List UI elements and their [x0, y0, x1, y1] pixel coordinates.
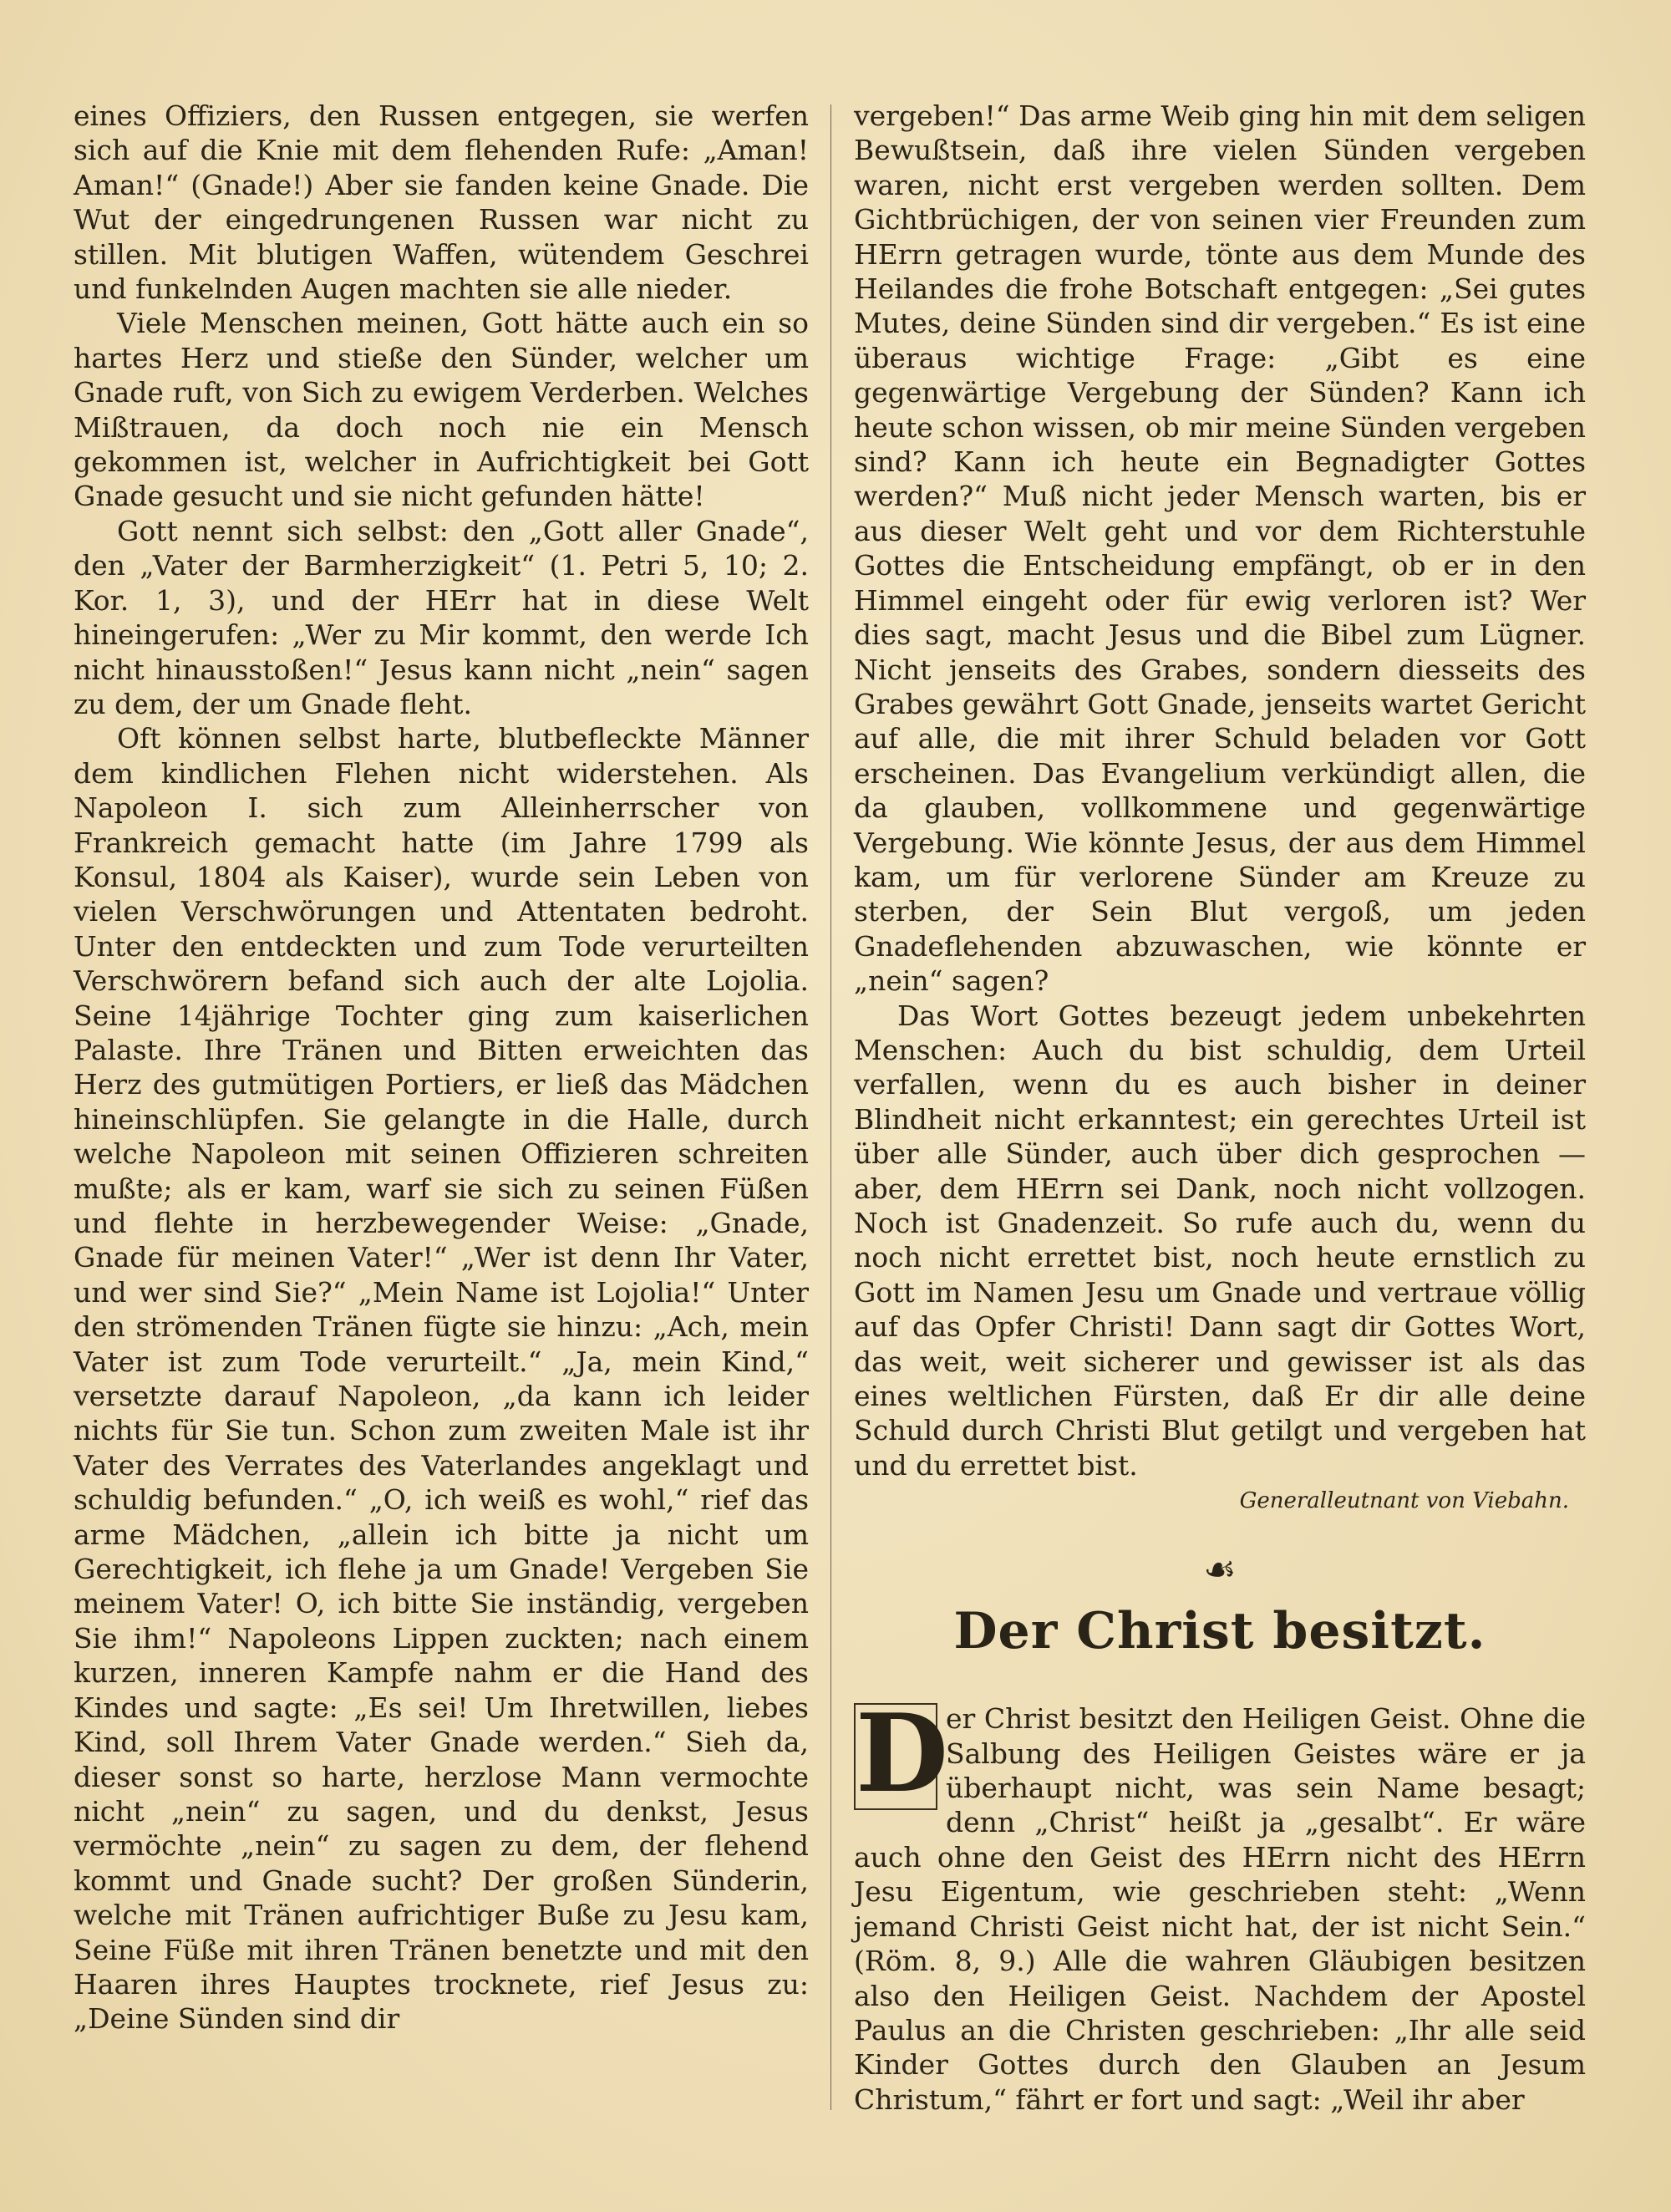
left-paragraph-3: Gott nennt sich selbst: den „Gott aller Gnade“, den „Vater der Barmherzigkeit“ (1. Petri 5, 10; 2. Kor. 1, 3), und der HErr hat in diese Welt hineingerufen: „Wer zu Mir kommt, den werde Ich nicht hinausstoßen!“ Jesus kann nicht „nein“ sagen zu dem, der um Gnade fleht. [74, 514, 809, 720]
right-paragraph-2: Das Wort Gottes bezeugt jedem unbekehrten Menschen: Auch du bist schuldig, dem Urteil verfallen, wenn du es auch bisher in deiner Blindheit nicht erkanntest; ein gerechtes Urteil ist über alle Sünder, auch über dich gesprochen — aber, dem HErrn sei Dank, noch nicht vollzogen. Noch ist Gnadenzeit. So rufe auch du, wenn du noch nicht errettet bist, noch heute ernstlich zu Gott im Namen Jesu um Gnade und vertraue völlig auf das Opfer Christi! Dann sagt dir Gottes Wort, das weit, weit sicherer und gewisser ist als das eines weltlichen Fürsten, daß Er dir alle deine Schuld durch Christi Blut getilgt und vergeben hat und du errettet bist. [854, 999, 1586, 1482]
right-column [854, 99, 1586, 2117]
section-paragraph [854, 1691, 1586, 2117]
left-paragraph-2: Viele Menschen meinen, Gott hätte auch ein so hartes Herz und stieße den Sünder, welcher um Gnade ruft, von Sich zu ewigem Verderben. Welches Mißtrauen, da doch noch nie ein Mensch gekommen ist, welcher in Aufrichtigkeit bei Gott Gnade gesucht und sie nicht gefunden hätte! [74, 307, 809, 513]
right-paragraph-1: vergeben!“ Das arme Weib ging hin mit dem seligen Bewußtsein, daß ihre vielen Sünden vergeben waren, nicht erst vergeben werden sollten. Dem Gichtbrüchigen, der von seinen vier Freunden zum HErrn getragen wurde, tönte aus dem Munde des Heilandes die frohe Botschaft entgegen: „Sei gutes Mutes, deine Sünden sind dir vergeben.“ Es ist eine überaus wichtige Frage: „Gibt es eine gegenwärtige Vergebung der Sünden? Kann ich heute schon wissen, ob mir meine Sünden vergeben sind? Kann ich heute ein Begnadigter Gottes werden?“ Muß nicht jeder Mensch warten, bis er aus dieser Welt geht und vor dem Richterstuhle Gottes die Entscheidung empfängt, ob er in den Himmel eingeht oder für ewig verloren ist? Wer dies sagt, macht Jesus und die Bibel zum Lügner. Nicht jenseits des Grabes, sondern diesseits des Grabes gewährt Gott Gnade, jenseits wartet Gericht auf alle, die mit ihrer Schuld beladen vor Gott erscheinen. Das Evangelium verkündigt allen, die da glauben, vollkommene und gegenwärtige Vergebung. Wie könnte Jesus, der aus dem Himmel kam, um für verlorene Sünder am Kreuze zu sterben, der Sein Blut vergoß, um jeden Gnadeflehenden abzuwaschen, wie könnte er „nein“ sagen? [854, 99, 1586, 998]
left-paragraph-4: Oft können selbst harte, blutbefleckte Männer dem kindlichen Flehen nicht widerstehen. Als Napoleon I. sich zum Alleinherrscher von Frankreich gemacht hatte (im Jahre 1799 als Konsul, 1804 als Kaiser), wurde sein Leben von vielen Verschwörungen und Attentaten bedroht. Unter den entdeckten und zum Tode verurteilten Verschwörern befand sich auch der alte Lojolia. Seine 14jährige Tochter ging zum kaiserlichen Palaste. Ihre Tränen und Bitten erweichten das Herz des gutmütigen Portiers, er ließ das Mädchen hineinschlüpfen. Sie gelangte in die Halle, durch welche Napoleon mit seinen Offizieren schreiten mußte; als er kam, warf sie sich zu seinen Füßen und flehte in herzbewegender Weise: „Gnade, Gnade für meinen Vater!“ „Wer ist denn Ihr Vater, und wer sind Sie?“ „Mein Name ist Lojolia!“ Unter den strömenden Tränen fügte sie hinzu: „Ach, mein Vater ist zum Tode verurteilt.“ „Ja, mein Kind,“ versetzte darauf Napoleon, „da kann ich leider nichts für Sie tun. Schon zum zweiten Male ist ihr Vater des Verrates des Vaterlandes angeklagt und schuldig befunden.“ „O, ich weiß es wohl,“ rief das arme Mädchen, „allein ich bitte ja nicht um Gerechtigkeit, ich flehe ja um Gnade! Vergeben Sie meinem Vater! O, ich bitte Sie inständig, vergeben Sie ihm!“ Napoleons Lippen zuckten; nach einem kurzen, inneren Kampfe nahm er die Hand des Kindes und sagte: „Es sei! Um Ihretwillen, liebes Kind, soll Ihrem Vater Gnade werden.“ Sieh da, dieser sonst so harte, herzlose Mann vermochte nicht „nein“ zu sagen, und du denkst, Jesus vermöchte „nein“ zu sagen zu dem, der flehend kommt und Gnade sucht? Der großen Sünderin, welche mit Tränen aufrichtiger Buße zu Jesu kam, Seine Füße mit ihren Tränen benetzte und mit den Haaren ihres Hauptes trocknete, rief Jesus zu: „Deine Sünden sind dir [74, 722, 809, 2036]
section-paragraph-text: er Christ besitzt den Heiligen Geist. Ohne die Salbung des Heiligen Geistes wäre er ja überhaupt nicht, was sein Name besagt; denn „Christ“ heißt ja „gesalbt“. Er wäre auch ohne den Geist des HErrn nicht des HErrn Jesu Eigentum, wie geschrieben steht: „Wenn jemand Christi Geist nicht hat, der ist nicht Sein.“ (Röm. 8, 9.) Alle die wahren Gläubigen besitzen also den Heiligen Geist. Nachdem der Apostel Paulus an die Christen geschrieben: „Ihr alle seid Kinder Gottes durch den Glauben an Jesum Christum,“ fährt er fort und sagt: „Weil ihr aber [854, 1702, 1586, 2116]
drop-cap: D [856, 1691, 948, 1818]
column-divider [830, 104, 831, 2110]
section-heading: Der Christ besitzt. [953, 1602, 1486, 1661]
left-paragraph-1: eines Offiziers, den Russen entgegen, sie werfen sich auf die Knie mit dem flehenden Rufe: „Aman! Aman!“ (Gnade!) Aber sie fanden keine Gnade. Die Wut der eingedrungenen Russen war nicht zu stillen. Mit blutigen Waffen, wütendem Geschrei und funkelnden Augen machten sie alle nieder. [74, 99, 809, 306]
fleuron-ornament-icon: ☙ [1203, 1548, 1237, 1592]
left-column [74, 99, 809, 2037]
author-signature: Generalleutnant von Viebahn. [1239, 1488, 1569, 1514]
